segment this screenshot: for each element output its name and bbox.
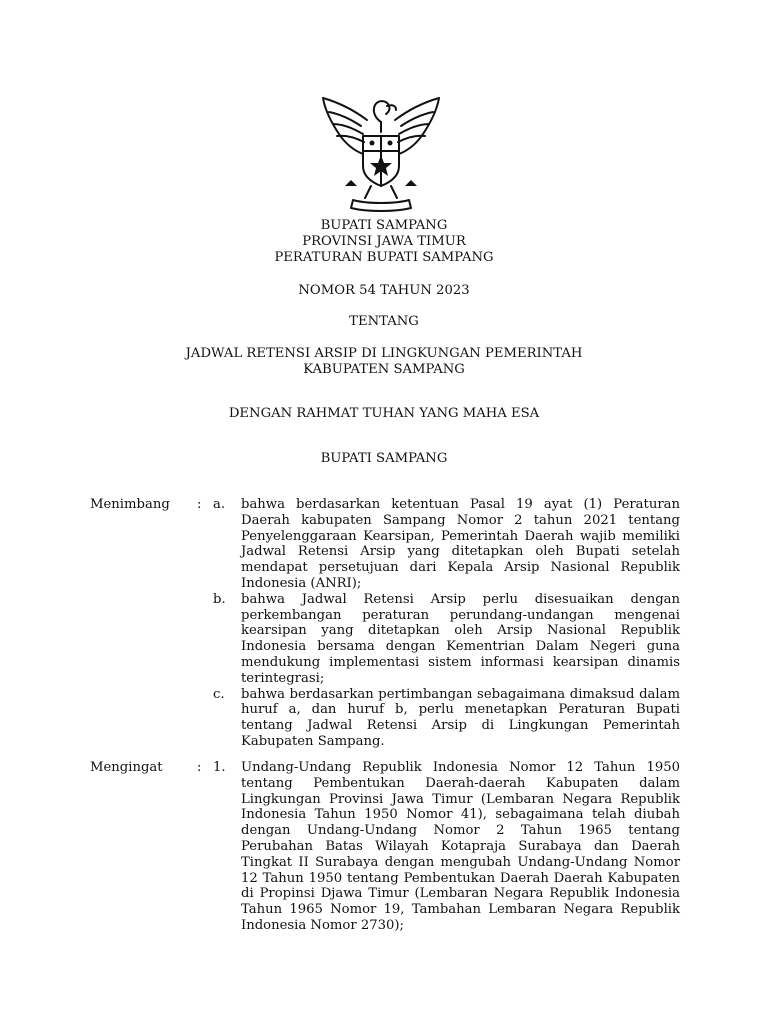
item-text: bahwa Jadwal Retensi Arsip perlu disesuaikan dengan perkembangan peraturan perundang-undangan mengenai kearsipan yang ditetapkan oleh Arsip Nasional Republik Indonesia bersama dengan Kementrian Dalam Negeri guna mendukung implementasi sistem informasi kearsipan dinamis terintegrasi; <box>241 591 680 686</box>
menimbang-item <box>90 687 680 750</box>
province-title: PROVINSI JAWA TIMUR <box>302 234 466 249</box>
item-marker: c. <box>213 686 225 702</box>
mengingat-section <box>90 760 680 934</box>
regulation-number: NOMOR 54 TAHUN 2023 <box>298 283 470 298</box>
menimbang-item <box>90 592 680 687</box>
mengingat-item <box>90 760 680 934</box>
menimbang-section <box>90 497 680 750</box>
menimbang-item <box>90 497 680 592</box>
menimbang-colon: : <box>197 497 202 512</box>
item-marker: 1. <box>213 760 226 775</box>
item-text: bahwa berdasarkan pertimbangan sebagaimana dimaksud dalam huruf a, dan huruf b, perlu menetapkan Peraturan Bupati tentang Jadwal Retensi Arsip di Lingkungan Pemerintah Kabupaten Sampang. <box>241 686 680 749</box>
regulation-subject-line2: KABUPATEN SAMPANG <box>303 362 465 377</box>
item-text: bahwa berdasarkan ketentuan Pasal 19 ayat (1) Peraturan Daerah kabupaten Sampang Nomor 2 tahun 2021 tentang Penyelenggaraan Kearsipan, Pemerintah Daerah wajib memiliki Jadwal Retensi Arsip yang ditetapkan oleh Bupati setelah mendapat persetujuan dari Kepala Arsip Nasional Republik Indonesia (ANRI); <box>241 497 680 591</box>
garuda-emblem-icon <box>317 94 445 214</box>
menimbang-label: Menimbang <box>90 497 170 512</box>
item-marker: b. <box>213 591 226 607</box>
regulation-subject-line1: JADWAL RETENSI ARSIP DI LINGKUNGAN PEMERINTAH <box>185 346 583 361</box>
regent-title: BUPATI SAMPANG <box>320 218 448 233</box>
regulation-title: PERATURAN BUPATI SAMPANG <box>274 250 494 265</box>
invocation: DENGAN RAHMAT TUHAN YANG MAHA ESA <box>228 406 540 421</box>
item-marker: a. <box>213 497 226 512</box>
item-text: Undang-Undang Republik Indonesia Nomor 12 Tahun 1950 tentang Pembentukan Daerah-daerah Kabupaten dalam Lingkungan Provinsi Jawa Timur (Lembaran Negara Republik Indonesia Tahun 1950 Nomor 41), sebagaimana telah diubah dengan Undang-Undang Nomor 2 Tahun 1965 tentang Perubahan Batas Wilayah Kotapraja Surabaya dan Daerah Tingkat II Surabaya dengan mengubah Undang-Undang Nomor 12 Tahun 1950 tentang Pembentukan Daerah Daerah Kabupaten di Propinsi Djawa Timur (Lembaran Negara Republik Indonesia Tahun 1965 Nomor 19, Tambahan Lembaran Negara Republik Indonesia Nomor 2730); <box>241 760 680 933</box>
mengingat-colon: : <box>197 760 202 775</box>
mengingat-label: Mengingat <box>90 760 163 775</box>
about-label: TENTANG <box>349 314 419 329</box>
official-title: BUPATI SAMPANG <box>320 451 448 466</box>
